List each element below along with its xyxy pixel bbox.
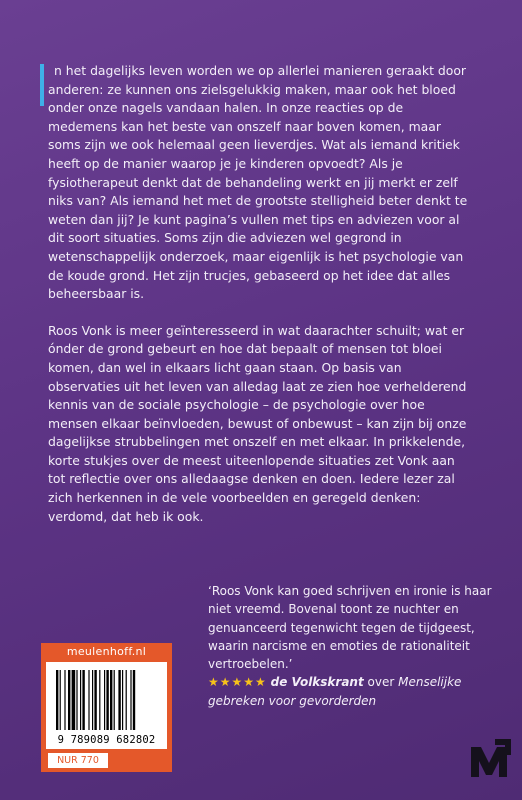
barcode-bar: [122, 670, 123, 730]
accent-bar: [40, 64, 44, 106]
barcode-bar: [80, 670, 81, 730]
barcode-bar: [104, 670, 105, 730]
barcode-bar: [94, 670, 96, 730]
barcode-bar: [110, 670, 112, 730]
barcode-bar: [82, 670, 84, 730]
review-quote: [208, 582, 498, 710]
star-rating-icon: ★★★★★: [208, 675, 267, 690]
blurb-paragraph-2: Roos Vonk is meer geïnteresseerd in wat daarachter schuilt; wat er ónder de grond gebeurt en hoe dat bepaalt of mensen tot bloei komen, dan wel in elkaars licht gaan staan. Op basis van observaties uit het leven van alledag laat ze zien hoe verhelderend kennis van de sociale psychologie – de psychologie over hoe mensen elkaar beïnvloeden, bewust of onbewust – kan zijn bij onze dagelijkse strubbelingen met onszelf en met elkaar. In prikkelende, korte stukjes over de meest uiteenlopende situaties zet Vonk aan tot reflectie over ons alledaagse denken en doen. Iedere lezer zal zich herkennen in de vele voorbeelden en geregeld denken: verdomd, dat heb ik ook.: [48, 322, 467, 524]
nur-code: NUR 770: [48, 753, 108, 768]
barcode-bar: [56, 670, 58, 730]
blurb-paragraph-1: n het dagelijks leven worden we op allerlei manieren geraakt door anderen: ze kunnen ons zielsgelukkig maken, maar ook het bloed onder onze nagels vandaan halen. In onze reacties op de medemens kan het beste van onszelf naar boven komen, maar soms zijn we ook helemaal geen lieverdjes. Wat als iemand kritiek heeft op de manier waarop je je kinderen opvoedt? Als je fysiotherapeut denkt dat de behandeling werkt en jij merkt er zelf niks van? Als iemand het met de grootste stelligheid beter denkt te weten dan jij? Je kunt pagina’s vullen met tips en adviezen voor al dit soort situaties. Soms zijn die adviezen wel gegrond in wetenschappelijk onderzoek, maar eigenlijk is het psychologie van de koude grond. Het zijn trucjes, gebaseerd op het idee dat alles beheersbaar is.: [48, 63, 468, 302]
review-quote-text: ‘Roos Vonk kan goed schrijven en ironie is haar niet vreemd. Bovenal toont ze nuchter en genuanceerd tegenwicht tegen de tijdgeest, waarin narcisme en emoties de rationaliteit vertroebelen.’: [208, 584, 492, 672]
barcode-bar: [68, 670, 70, 730]
back-cover-blurb: [48, 62, 476, 544]
publisher-url: meulenhoff.nl: [66, 645, 147, 658]
review-source: de Volkskrant: [270, 675, 364, 690]
barcode-bars-icon: [56, 670, 157, 730]
barcode-bar: [106, 670, 108, 730]
barcode-bar: [92, 670, 93, 730]
isbn-number: 9 789089 682802: [57, 734, 156, 746]
barcode: [46, 662, 167, 749]
barcode-bar: [76, 670, 77, 730]
barcode-bar: [130, 670, 131, 730]
barcode-bar: [88, 670, 89, 730]
barcode-bar: [118, 670, 120, 730]
review-book-title: Menselijke gebreken voor gevorderden: [208, 675, 462, 708]
barcode-bar: [64, 670, 65, 730]
barcode-bar: [72, 670, 76, 730]
barcode-bar: [99, 670, 100, 730]
publisher-logo-icon: [467, 733, 515, 781]
review-connector: over: [367, 675, 395, 690]
barcode-bar: [60, 670, 61, 730]
barcode-bar: [126, 670, 127, 730]
barcode-bar: [114, 670, 115, 730]
barcode-bar: [133, 670, 135, 730]
